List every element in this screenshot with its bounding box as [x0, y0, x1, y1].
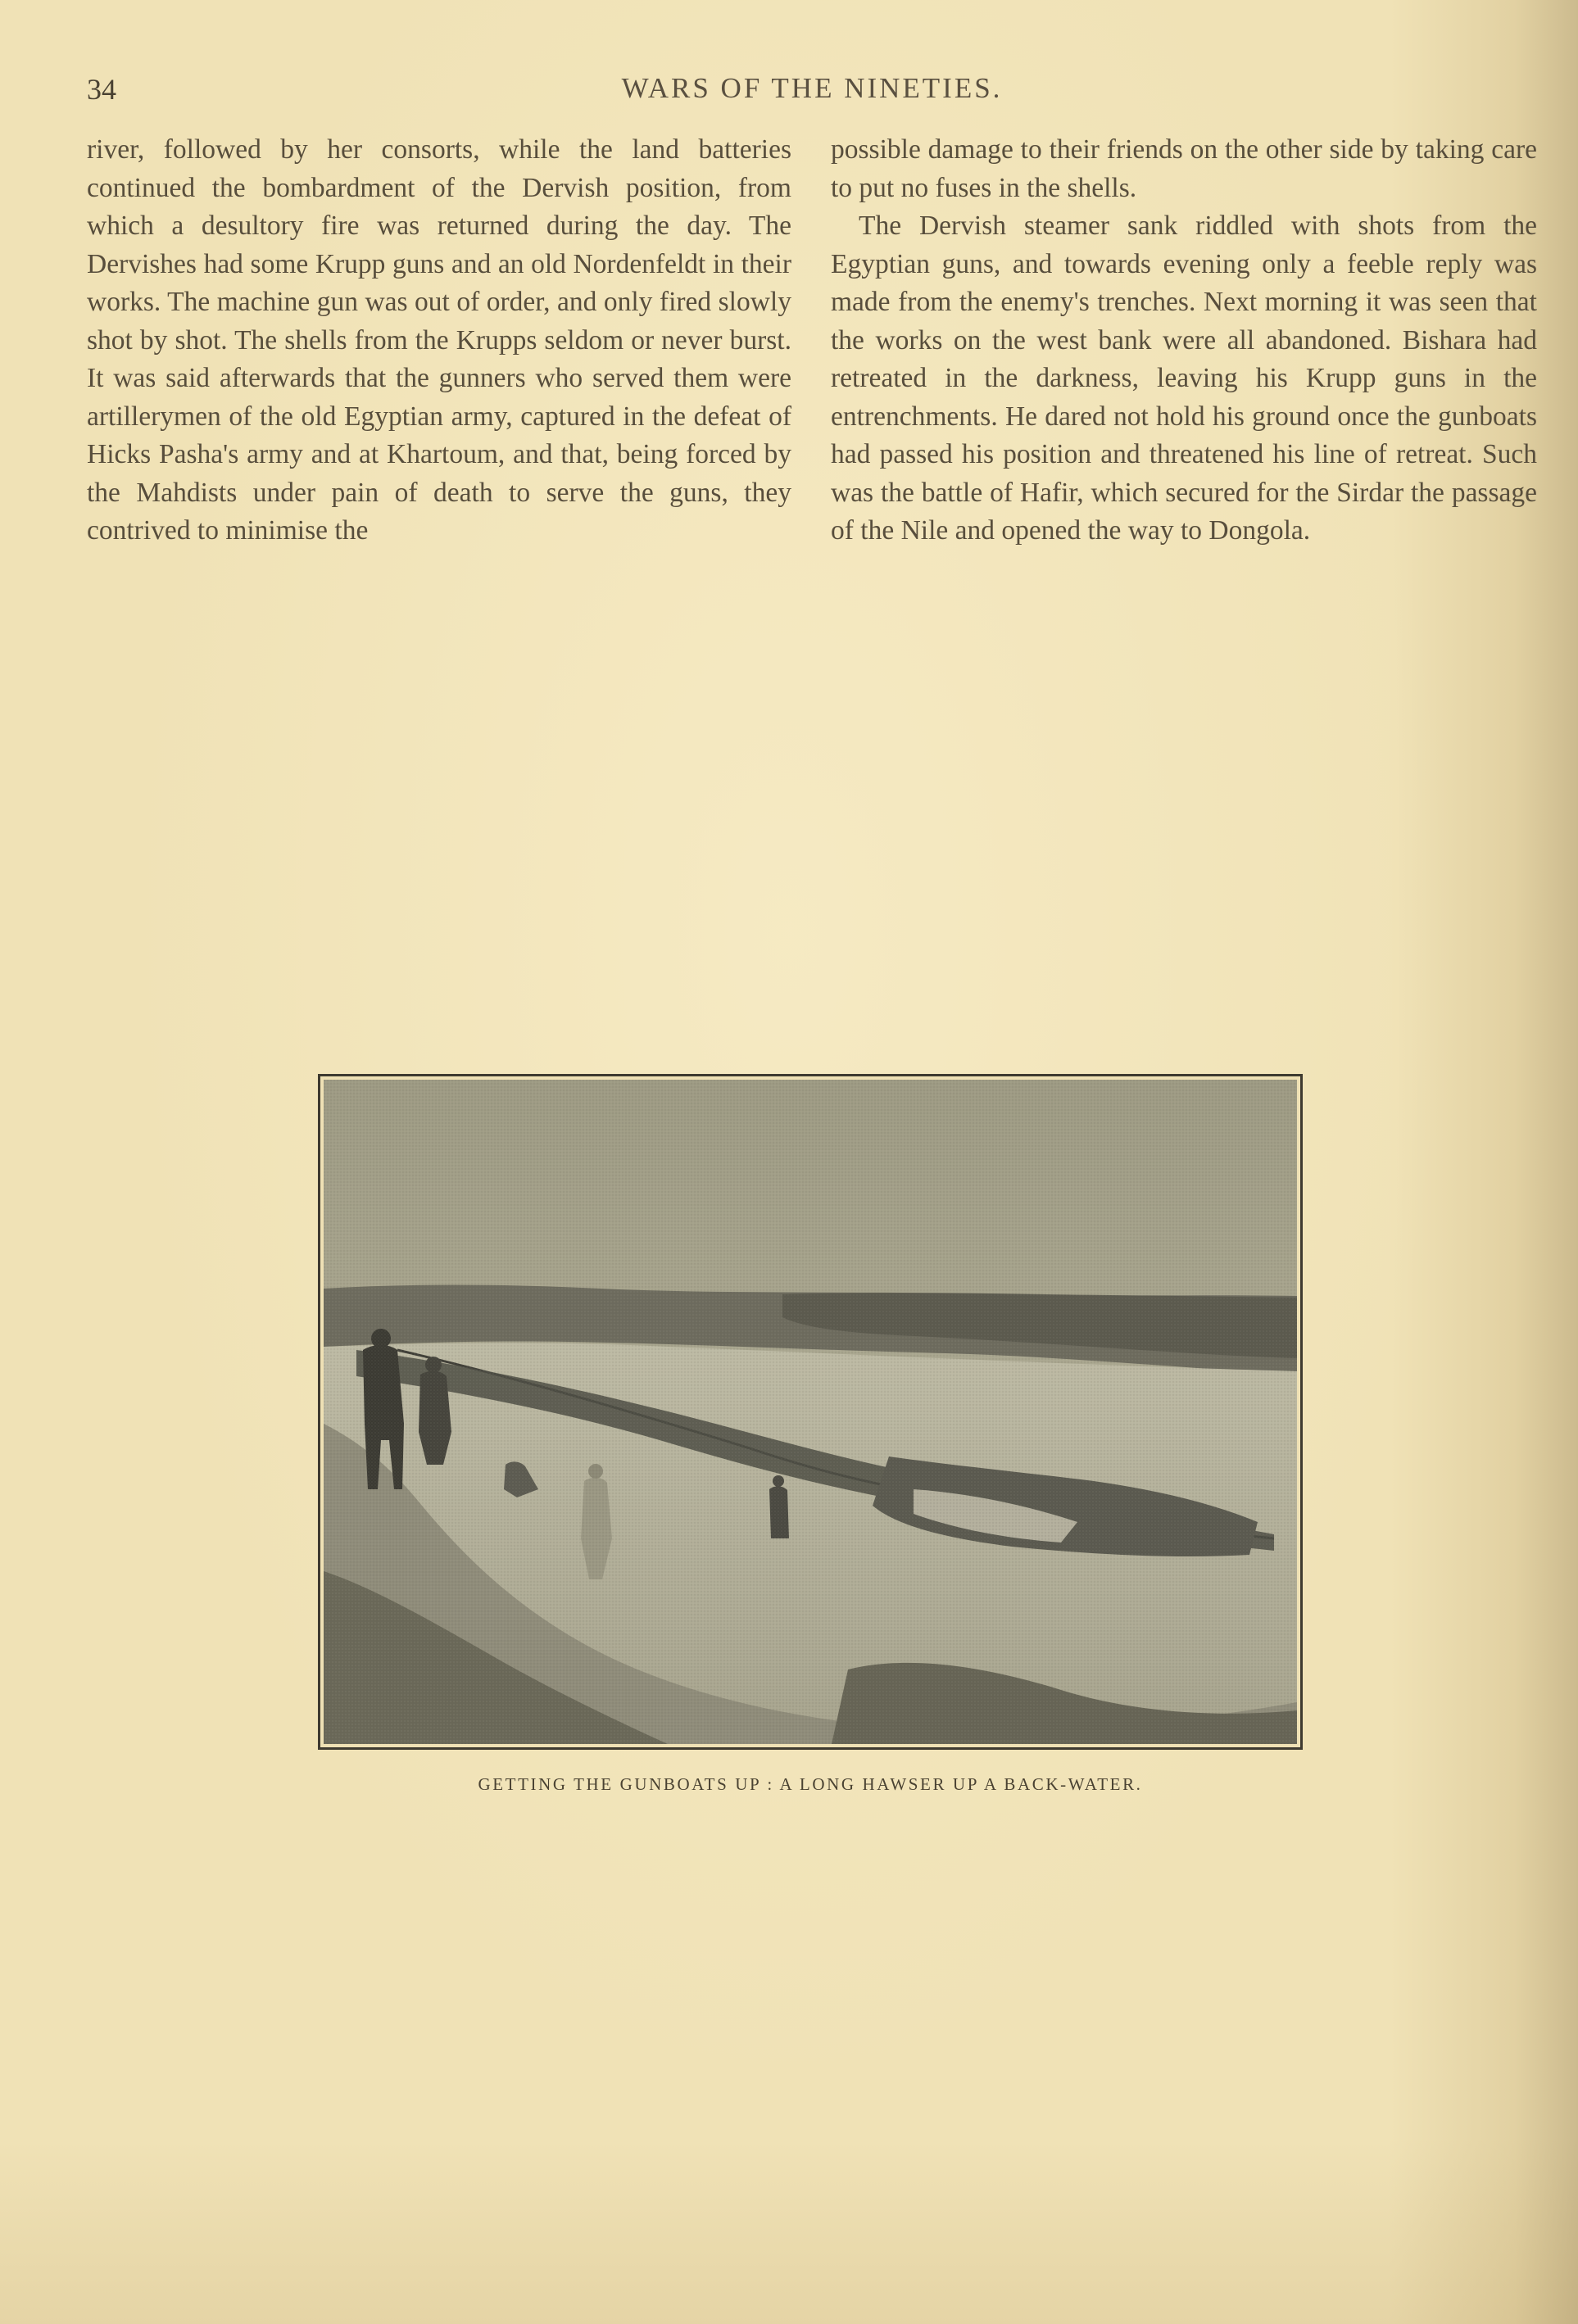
running-title: WARS OF THE NINETIES. — [621, 72, 1003, 104]
right-column — [831, 131, 1537, 550]
figure-caption: GETTING THE GUNBOATS UP : A LONG HAWSER UP A BACK-WATER. — [478, 1774, 1143, 1794]
left-column — [87, 131, 791, 550]
left-paragraph-1: river, followed by her consorts, while the land batteries continued the bombardment of the Dervish position, from which a desultory fire was returned during the day. The Dervishes had some Krupp guns and an old Nordenfeldt in their works. The machine gun was out of order, and only fired slowly shot by shot. The shells from the Krupps seldom or never burst. It was said afterwards that the gunners who served them were artillerymen of the old Egyptian army, captured in the defeat of Hicks Pasha's army and at Khartoum, and that, being forced by the Mahdists under pain of death to serve the guns, they contrived to minimise the — [87, 134, 791, 546]
page-number: 34 — [87, 73, 116, 106]
right-paragraph-2: The Dervish steamer sank riddled with shots from the Egyptian guns, and towards evening only a feeble reply was made from the enemy's trenches. Next morning it was seen that the works on the west bank were all abandoned. Bishara had retreated in the darkness, leaving his Krupp guns in the entrenchments. He dared not hold his ground once the gunboats had passed his position and threatened his line of retreat. Such was the battle of Hafir, which secured for the Sirdar the passage of the Nile and opened the way to Dongola. — [831, 211, 1537, 546]
right-paragraph-1: possible damage to their friends on the other side by taking care to put no fuses in the shells. — [831, 134, 1537, 203]
halftone-photograph — [318, 1074, 1303, 1750]
photo-halftone-texture — [324, 1080, 1297, 1744]
body-text — [87, 131, 1537, 672]
photo-gunboats-hawser — [324, 1080, 1297, 1744]
page-header — [87, 72, 1537, 113]
